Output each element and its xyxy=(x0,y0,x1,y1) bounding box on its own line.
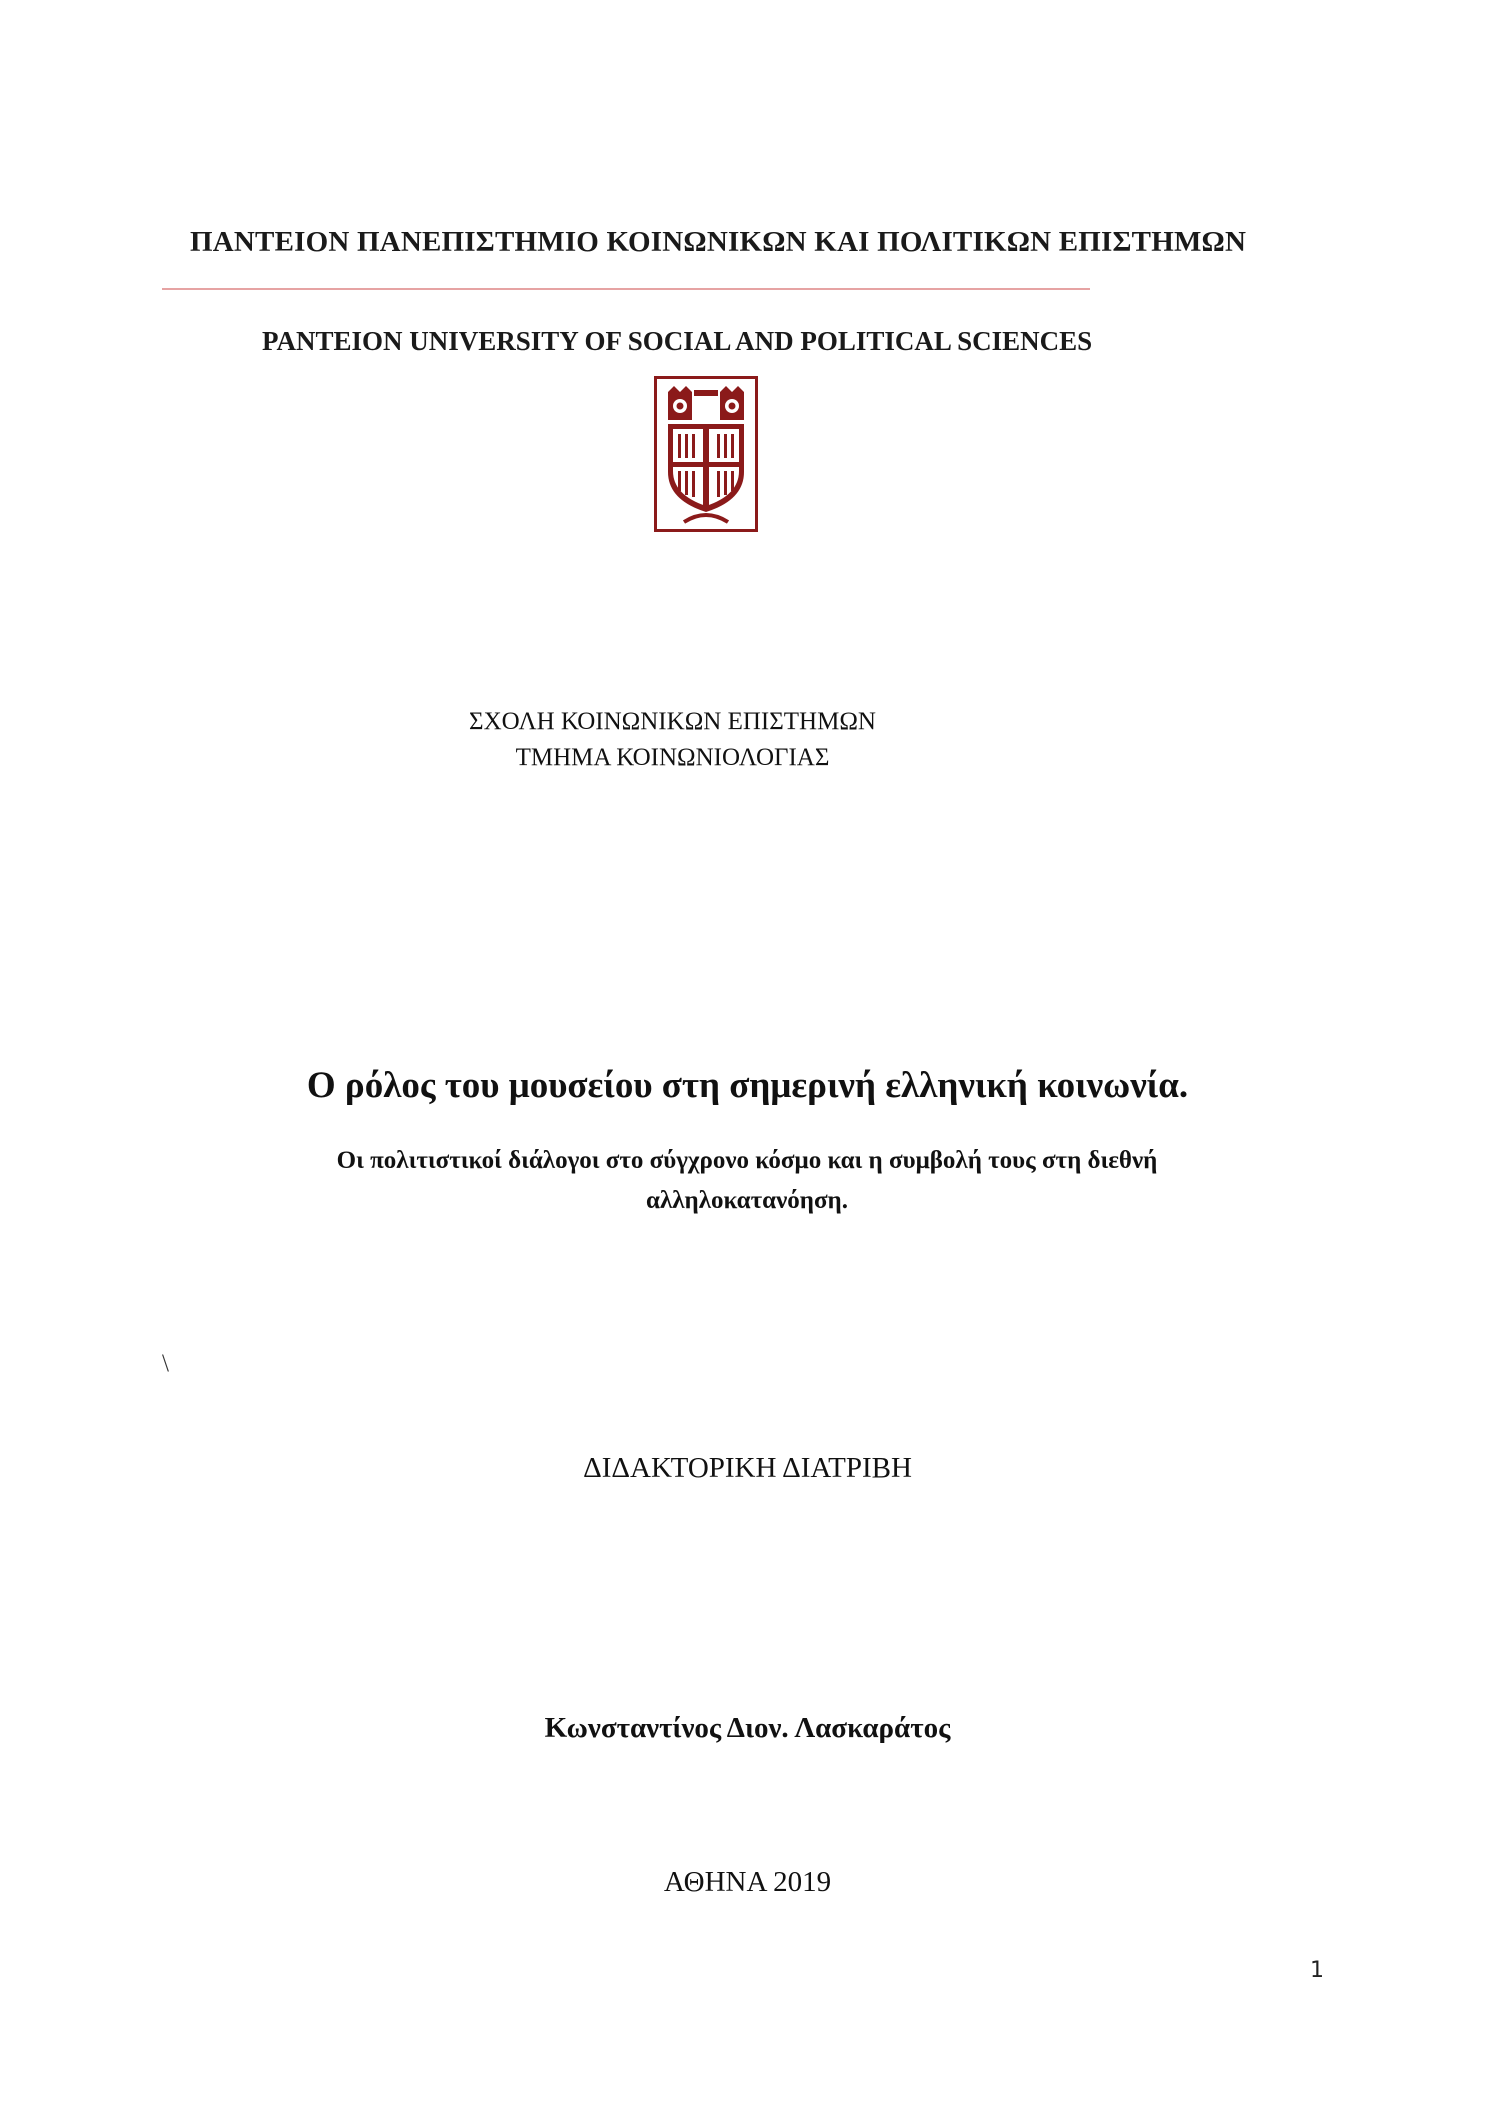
page-number: 1 xyxy=(1310,1958,1324,1983)
place-and-year: ΑΘΗΝΑ 2019 xyxy=(663,1866,832,1898)
university-name-english: PANTEION UNIVERSITY OF SOCIAL AND POLITICAL SCIENCES xyxy=(262,326,1093,356)
university-name-greek: ΠΑΝΤΕΙΟΝ ΠΑΝΕΠΙΣΤΗΜΙΟ ΚΟΙΝΩΝΙΚΩΝ ΚΑΙ ΠΟΛΙΤΙΚΩΝ ΕΠΙΣΤΗΜΩΝ xyxy=(190,226,1247,258)
university-crest-icon xyxy=(654,376,758,532)
author-name: Κωνσταντίνος Διον. Λασκαράτος xyxy=(544,1712,951,1744)
stray-backslash: \ xyxy=(162,1350,169,1377)
thesis-type: ΔΙΔΑΚΤΟΡΙΚΗ ΔΙΑΤΡΙΒΗ xyxy=(583,1452,912,1484)
subtitle-line-1: Οι πολιτιστικοί διάλογοι στο σύγχρονο κόσμο και η συμβολή τους στη διεθνή xyxy=(336,1147,1158,1174)
department-name: ΤΜΗΜΑ ΚΟΙΝΩΝΙΟΛΟΓΙΑΣ xyxy=(515,744,830,771)
faculty-block xyxy=(0,704,1345,776)
subtitle-line-2: αλληλοκατανόηση. xyxy=(646,1187,848,1214)
thesis-subtitle xyxy=(230,1141,1264,1221)
school-name: ΣΧΟΛΗ ΚΟΙΝΩΝΙΚΩΝ ΕΠΙΣΤΗΜΩΝ xyxy=(469,708,876,735)
thesis-title: Ο ρόλος του μουσείου στη σημερινή ελληνική κοινωνία. xyxy=(306,1065,1189,1106)
header-divider xyxy=(162,288,1090,290)
